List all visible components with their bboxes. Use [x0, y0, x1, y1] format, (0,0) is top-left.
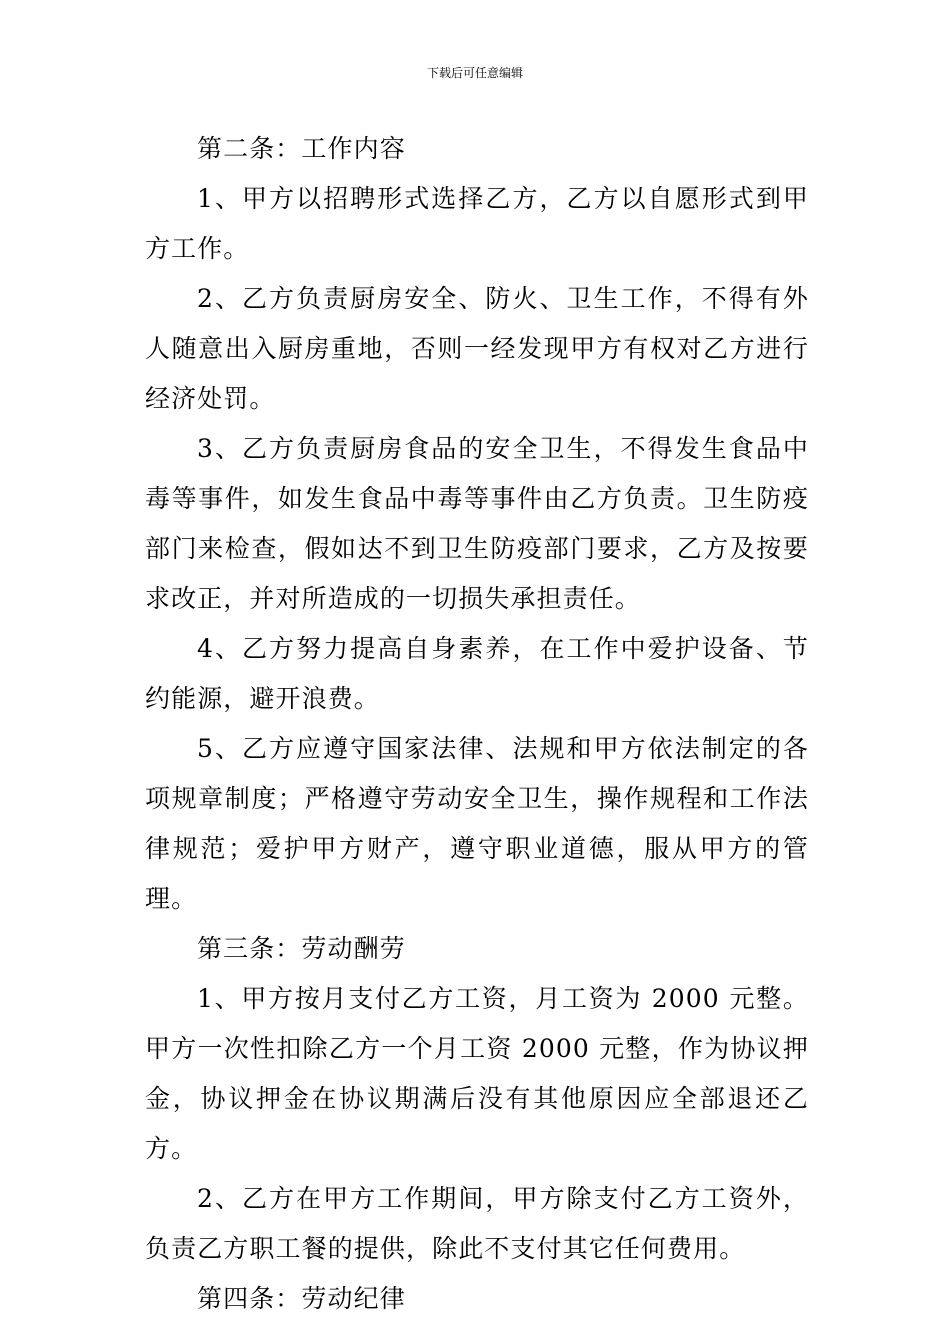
clause-paragraph: 2、乙方负责厨房安全、防火、卫生工作，不得有外人随意出入厨房重地，否则一经发现甲方有权对乙方进行经济处罚。 [145, 284, 809, 413]
section-heading-discipline: 第四条：劳动纪律 [197, 1284, 406, 1313]
section-heading-remuneration: 第三条：劳动酬劳 [197, 934, 406, 963]
clause-paragraph: 1、甲方以招聘形式选择乙方，乙方以自愿形式到甲方工作。 [145, 184, 809, 263]
clause-paragraph: 2、乙方在甲方工作期间，甲方除支付乙方工资外，负责乙方职工餐的提供，除此不支付其它任何费用。 [145, 1184, 809, 1263]
document-body [145, 124, 809, 1324]
clause-paragraph: 4、乙方努力提高自身素养，在工作中爱护设备、节约能源，避开浪费。 [145, 634, 809, 713]
clause-paragraph: 5、乙方应遵守国家法律、法规和甲方依法制定的各项规章制度；严格遵守劳动安全卫生，操作规程和工作法律规范；爱护甲方财产，遵守职业道德，服从甲方的管理。 [145, 734, 809, 913]
download-note: 下载后可任意编辑 [426, 66, 523, 80]
section-heading-work-content: 第二条：工作内容 [197, 134, 406, 163]
clause-paragraph: 1、甲方按月支付乙方工资，月工资为 2000 元整。甲方一次性扣除乙方一个月工资 2000 元整，作为协议押金，协议押金在协议期满后没有其他原因应全部退还乙方。 [145, 984, 809, 1163]
clause-paragraph: 3、乙方负责厨房食品的安全卫生，不得发生食品中毒等事件，如发生食品中毒等事件由乙方负责。卫生防疫部门来检查，假如达不到卫生防疫部门要求，乙方及按要求改正，并对所造成的一切损失承担责任。 [145, 434, 809, 613]
